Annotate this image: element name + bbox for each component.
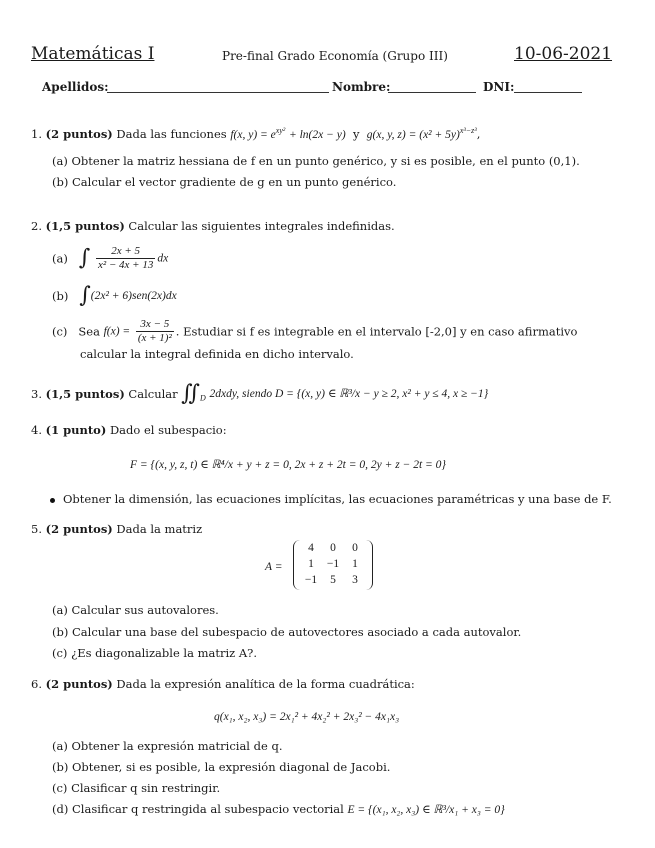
question-4-bullet: Obtener la dimensión, las ecuaciones implícitas, las ecuaciones paramétricas y una base de F. xyxy=(50,492,612,506)
matrix-cell: 0 xyxy=(352,542,358,554)
question-2c: (c) Sea f(x) = $\frac{3x - 5}{\text{(x + 1)²}}$ . Estudiar si f es integrable en el intervalo [-2,0] y en caso afirmativo xyxy=(52,318,578,344)
matrix-cell: 5 xyxy=(330,574,336,586)
question-2c-cont: calcular la integral definida en dicho intervalo. xyxy=(80,347,354,361)
exam-date: 10-06-2021 xyxy=(514,44,613,64)
subspace-F: F = {(x, y, z, t) ∈ ℝ⁴/x + y + z = 0, 2x + z + 2t = 0, 2y + z − 2t = 0} xyxy=(130,459,447,471)
question-6: 6. (2 puntos) Dada la expresión analítica de la forma cuadrática: xyxy=(31,677,415,691)
surname-label: Apellidos: xyxy=(42,80,109,94)
question-2a: (a) ∫ $\frac{2x + 5}{\text{x² − 4x + 13}}$ dx xyxy=(52,245,169,271)
dni-label: DNI: xyxy=(483,80,515,94)
surname-line xyxy=(107,92,329,93)
matrix-cell: 4 xyxy=(308,542,314,554)
question-4: 4. (1 punto) Dado el subespacio: xyxy=(31,423,227,437)
question-2: 2. (1,5 puntos) Calcular las siguientes integrales indefinidas. xyxy=(31,219,395,233)
matrix-cell: 3 xyxy=(352,574,358,586)
name-line xyxy=(388,92,476,93)
course-title: Matemáticas I xyxy=(31,44,155,64)
matrix-cell: 0 xyxy=(330,542,336,554)
dni-line xyxy=(514,92,582,93)
question-5c: (c) ¿Es diagonalizable la matriz A?. xyxy=(52,646,257,660)
question-5: 5. (2 puntos) Dada la matriz xyxy=(31,522,203,536)
question-1a: (a) Obtener la matriz hessiana de f en un punto genérico, y si es posible, en el punto (0,1). xyxy=(52,154,580,168)
matrix-cell: −1 xyxy=(326,558,340,570)
exam-title: Pre-final Grado Economía (Grupo III) xyxy=(222,49,448,63)
question-2b: (b) ∫(2x² + 6)sen(2x)dx xyxy=(52,283,177,308)
question-5a: (a) Calcular sus autovalores. xyxy=(52,603,219,617)
question-3: 3. (1,5 puntos) Calcular $∬_D$ 2dxdy, siendo D = {(x, y) ∈ ℝ³/x − y ≥ 2, x² + y ≤ 4, x ≥ −1} xyxy=(31,381,489,406)
matrix-A xyxy=(293,540,373,592)
question-6c: (c) Clasificar q sin restringir. xyxy=(52,781,221,795)
question-1: 1. (2 puntos) Dada las funciones f(x, $y) = e^{xy^2} + \ln(2x - y)$ y g(x, y, $z) = (x^2 + 5y)^{x^3-z^3}$, xyxy=(31,126,481,141)
question-6b: (b) Obtener, si es posible, la expresión diagonal de Jacobi. xyxy=(52,760,391,774)
question-6a: (a) Obtener la expresión matricial de q. xyxy=(52,739,283,753)
matrix-label: A = xyxy=(265,561,283,573)
matrix-cell: −1 xyxy=(304,574,318,586)
question-6d: (d) Clasificar q restringida al subespacio vectorial E = {(x₁, x₂, x₃) ∈ ℝ³/x₁ + x₃ = 0} xyxy=(52,802,505,816)
question-1b: (b) Calcular el vector gradiente de g en un punto genérico. xyxy=(52,175,397,189)
question-5b: (b) Calcular una base del subespacio de autovectores asociado a cada autovalor. xyxy=(52,625,522,639)
quadratic-form: q(x₁, x₂, x₃) = 2x₁² + 4x₂² + 2x₃² − 4x₁x₃ xyxy=(214,711,400,723)
matrix-cell: 1 xyxy=(308,558,314,570)
matrix-cell: 1 xyxy=(352,558,358,570)
name-label: Nombre: xyxy=(332,80,391,94)
